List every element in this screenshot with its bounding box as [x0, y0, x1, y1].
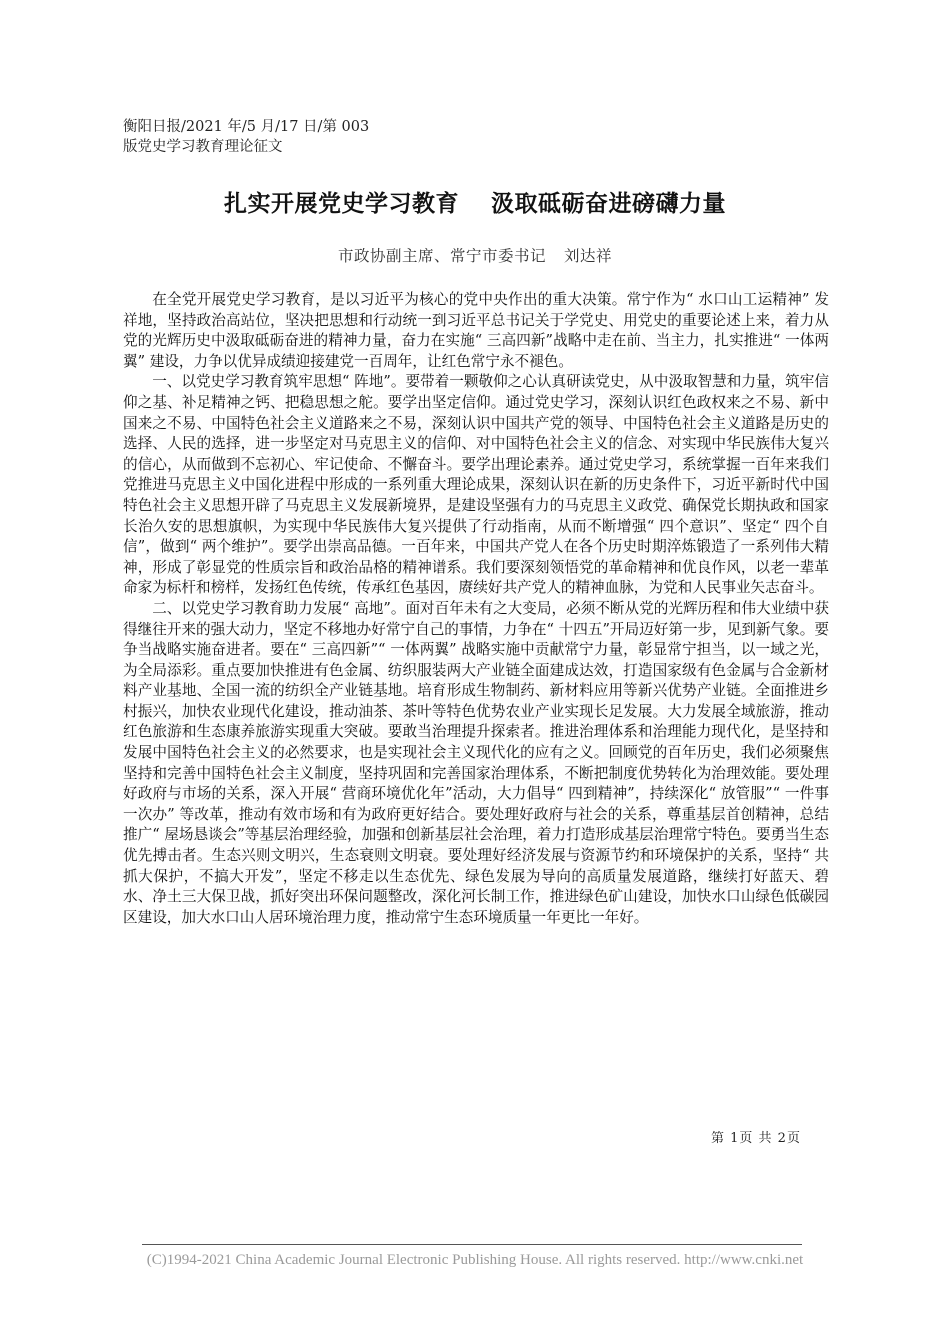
article-title — [0, 185, 950, 218]
copyright-watermark: (C)1994-2021 China Academic Journal Electronic Publishing House. All rights reserved. http://www.cnki.net — [146, 1252, 804, 1268]
page-number: 第 1页 共 2页 — [711, 1131, 801, 1146]
author-name: 刘达祥 — [564, 247, 613, 265]
paragraph-intro: 在全党开展党史学习教育，是以习近平为核心的党中央作出的重大决策。常宁作为“ 水口山工运精神” 发祥地，坚持政治高站位，坚决把思想和行动统一到习近平总书记关于学党史、用党史的重要论述上来，着力从党的光辉历史中汲取砥砺奋进的精神力量，奋力在实施“ 三高四新”战略中走在前、当主力，扎实推进“ 一体两翼” 建设，力争以优异成绩迎接建党一百周年，让红色常宁永不褪色。 — [123, 291, 829, 370]
title-part-1: 扎实开展党史学习教育 — [224, 191, 459, 217]
header-source-line: 衡阳日报/2021 年/5 月/17 日/第 003 — [123, 119, 370, 135]
publication-header — [123, 117, 369, 157]
article-body — [123, 290, 829, 928]
paragraph-section-1: 一、以党史学习教育筑牢思想“ 阵地”。要带着一颗敬仰之心认真研读党史，从中汲取智慧和力量，筑牢信仰之基、补足精神之钙、把稳思想之舵。要学出坚定信仰。通过党史学习，深刻认识红色政权来之不易、新中国来之不易、中国特色社会主义道路来之不易，深刻认识中国共产党的领导、中国特色社会主义道路是历史的选择、人民的选择，进一步坚定对马克思主义的信仰、对中国特色社会主义的信念、对实现中华民族伟大复兴的信心，从而做到不忘初心、牢记使命、不懈奋斗。要学出理论素养。通过党史学习，系统掌握一百年来我们党推进马克思主义中国化进程中形成的一系列重大理论成果，深刻认识在新的历史条件下，习近平新时代中国特色社会主义思想开辟了马克思主义发展新境界，是建设坚强有力的马克思主义政党、确保党长期执政和国家长治久安的思想旗帜，为实现中华民族伟大复兴提供了行动指南，从而不断增强“ 四个意识”、坚定“ 四个自信”，做到“ 两个维护”。要学出崇高品德。一百年来，中国共产党人在各个历史时期淬炼锻造了一系列伟大精神，形成了彰显党的性质宗旨和政治品格的精神谱系。我们要深刻领悟党的革命精神和优良作风，以老一辈革命家为标杆和榜样，发扬红色传统，传承红色基因，赓续好共产党人的精神血脉，为党和人民事业矢志奋斗。 — [123, 373, 829, 597]
paragraph-section-2: 二、以党史学习教育助力发展“ 高地”。面对百年未有之大变局，必须不断从党的光辉历程和伟大业绩中获得继往开来的强大动力，坚定不移地办好常宁自己的事情，力争在“ 十四五”开局迈好第一步，见到新气象。要争当战略实施奋进者。要在“ 三高四新”“ 一体两翼” 战略实施中贡献常宁力量，彰显常宁担当，以一域之光，为全局添彩。重点要加快推进有色金属、纺织服装两大产业链全面建成达效，打造国家级有色金属与合金新材料产业基地、全国一流的纺织全产业链基地。培育形成生物制药、新材料应用等新兴优势产业链。全面推进乡村振兴，加快农业现代化建设，推动油茶、茶叶等特色优势农业产业实现长足发展。大力发展全域旅游，推动红色旅游和生态康养旅游实现重大突破。要敢当治理提升探索者。推进治理体系和治理能力现代化，是坚持和发展中国特色社会主义的必然要求，也是实现社会主义现代化的应有之义。回顾党的百年历史，我们必须聚焦坚持和完善中国特色社会主义制度，坚持巩固和完善国家治理体系，不断把制度优势转化为治理效能。要处理好政府与市场的关系，深入开展“ 营商环境优化年”活动，大力倡导“ 四到精神”，持续深化“ 放管服”“ 一件事一次办” 等改革，推动有效市场和有为政府更好结合。要处理好政府与社会的关系，尊重基层首创精神，总结推广“ 屋场恳谈会”等基层治理经验，加强和创新基层社会治理，着力打造形成基层治理常宁特色。要勇当生态优先搏击者。生态兴则文明兴，生态衰则文明衰。要处理好经济发展与资源节约和环境保护的关系，坚持“ 共抓大保护，不搞大开发”，坚定不移走以生态优先、绿色发展为导向的高质量发展道路，继续打好蓝天、碧水、净土三大保卫战，抓好突出环保问题整改，深化河长制工作，推进绿色矿山建设，加快水口山绿色低碳园区建设，加大水口山人居环境治理力度，推动常宁生态环境质量一年更比一年好。 — [123, 599, 829, 926]
footer-divider — [142, 1244, 802, 1245]
author-position: 市政协副主席、常宁市委书记 — [337, 247, 546, 265]
header-column-line: 版党史学习教育理论征文 — [123, 139, 283, 155]
title-part-2: 汲取砥砺奋进磅礴力量 — [491, 191, 726, 217]
author-line — [0, 244, 950, 266]
